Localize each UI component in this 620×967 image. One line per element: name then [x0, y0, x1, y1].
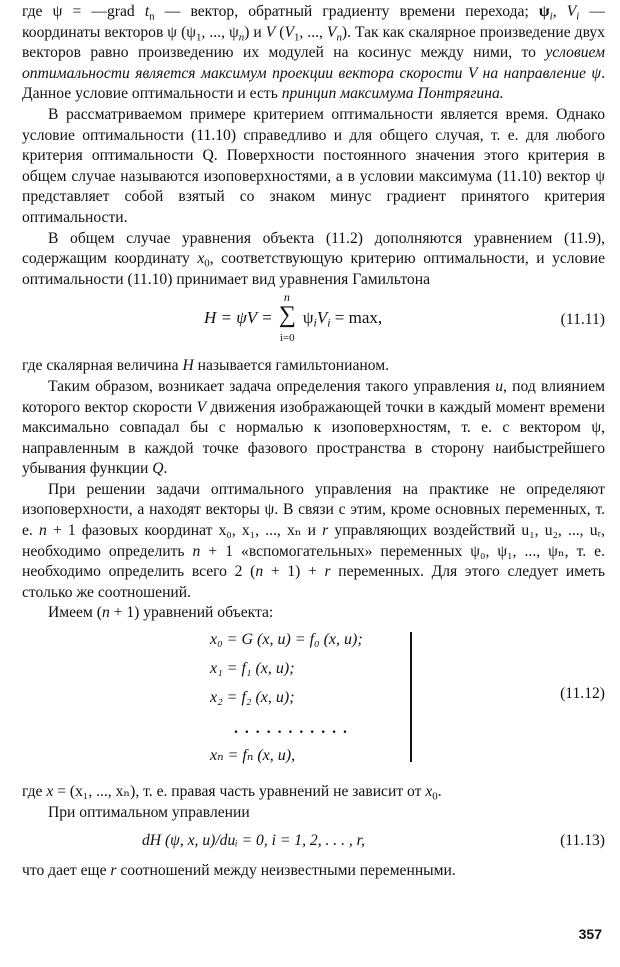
- equation-row: x₀ = G (x, u) = f₀ (x, u);: [210, 631, 363, 649]
- text-span: , ..., ψ: [201, 23, 239, 41]
- text-span: (: [275, 23, 285, 41]
- text-span: 0: [432, 790, 438, 803]
- emphasis-text: максимум проекции вектора скорости V на направление ψ: [201, 64, 602, 82]
- paragraph-1: [22, 2, 605, 105]
- equation-body: [204, 290, 383, 345]
- equation-row: xₙ = fₙ (x, u),: [210, 747, 296, 765]
- summation-sign: [277, 290, 303, 345]
- paragraph-8: [22, 782, 605, 803]
- text-span: условие оптимальности и есть: [75, 85, 282, 103]
- text-span: .: [437, 783, 442, 801]
- text-span: + 1) +: [263, 563, 325, 581]
- text-span: — вектор, обратный градиенту времени перехода;: [154, 3, 529, 20]
- equation-body: dH (ψ, x, u)/duᵢ = 0, i = 1, 2, . . . , r,: [142, 832, 365, 850]
- text-span: 1: [293, 30, 300, 43]
- right-brace: [402, 632, 412, 762]
- text-span: ). Так: [341, 23, 379, 41]
- sigma-icon: ∑: [278, 302, 296, 329]
- text-span: r: [322, 522, 329, 540]
- text-span: i: [576, 10, 580, 23]
- text-span: ψ: [538, 3, 550, 20]
- text-span: , соответствующую критерию оптимальности, и условие оптимальности (11.10) принимает вид уравнения Гамильтона: [22, 250, 605, 288]
- text-span: i: [313, 315, 317, 330]
- text-span: r: [110, 862, 117, 880]
- equation-number: (11.12): [560, 685, 605, 703]
- text-span: i: [327, 315, 331, 330]
- text-span: движения изображающей точки в каждый момент времени максимально совпадал бы с нормалью к изоповерхностям, т. е. с вектором ψ, направленным в каждой точке фазового пространства в сторону наибыстрейшего убывания функции: [22, 398, 605, 478]
- text-span: ) и: [244, 23, 266, 41]
- text-span: ,: [552, 3, 567, 20]
- text-span: V: [196, 398, 207, 416]
- text-span: Имеем (: [48, 604, 102, 622]
- paragraph-9: При оптимальном управлении: [48, 803, 250, 821]
- sum-upper-limit: n: [283, 290, 290, 305]
- paragraph-6: [22, 480, 605, 604]
- equation-11-11: [22, 290, 605, 350]
- emphasis-text: принцип максимума Понтрягина.: [281, 85, 504, 103]
- text-span: V: [284, 23, 294, 41]
- text-span: где: [22, 783, 47, 801]
- equation-lhs: H = ψV =: [204, 308, 277, 328]
- page-text: [22, 2, 605, 882]
- emphasis-text: условием оптимальности является: [22, 44, 605, 82]
- text-span: x: [197, 250, 205, 268]
- text-span: n: [101, 604, 110, 622]
- text-span: n: [255, 563, 264, 581]
- equation-ellipsis: ...........: [234, 720, 354, 738]
- text-span: i: [549, 10, 553, 23]
- text-span: Таким образом, возникает задача определения такого управления: [48, 377, 496, 395]
- paragraph-10: [22, 861, 605, 882]
- text-span: = (x₁, ..., xₙ), т. е. правая часть уравнений не зависит от: [53, 783, 426, 801]
- text-span: Q: [152, 460, 164, 478]
- paragraph-5: [22, 377, 605, 480]
- text-span: , ...,: [299, 23, 327, 41]
- text-span: V: [265, 23, 276, 41]
- paragraph-7: [22, 603, 605, 624]
- equation-rhs: = max,: [330, 308, 383, 328]
- text-span: В общем случае уравнения объекта (11.2) дополняются уравнением (11.9), содержащим координату: [22, 229, 605, 268]
- paragraph-3: [22, 229, 605, 291]
- page-number: 357: [578, 926, 602, 942]
- text-span: V: [566, 3, 577, 20]
- text-span: . Данное: [22, 64, 606, 103]
- text-span: .: [163, 460, 168, 478]
- equation-row: x₁ = f₁ (x, u);: [210, 660, 295, 678]
- equation-11-13: [22, 829, 605, 855]
- text-span: 1: [196, 30, 202, 43]
- text-span: t: [144, 3, 150, 20]
- text-span: x: [425, 783, 433, 801]
- text-span: соотношений между неизвестными переменными.: [116, 862, 456, 880]
- equation-number: (11.13): [560, 832, 605, 850]
- text-span: x: [46, 783, 54, 801]
- text-span: как скалярное произведение двух векторов равно произведению их: [22, 23, 605, 62]
- text-span: H: [182, 357, 194, 375]
- text-span: n: [38, 522, 47, 540]
- text-span: + 1 фазовых координат x₀, x₁, ..., xₙ и: [46, 522, 323, 540]
- text-span: + 1) уравнений объекта:: [109, 604, 274, 622]
- text-span: ψ: [302, 308, 314, 328]
- text-span: V: [316, 308, 328, 328]
- text-span: n: [149, 10, 155, 23]
- text-span: называется гамильтонианом.: [193, 357, 389, 375]
- text-span: 0: [204, 257, 210, 270]
- text-span: V: [326, 23, 337, 41]
- text-span: При решении задачи оптимального управления на практике не определяют изоповерхности, а находят векторы ψ. В связи с этим, кроме основных переменных, т. е.: [22, 480, 605, 540]
- text-span: n: [238, 30, 245, 43]
- equation-number: (11.11): [560, 311, 605, 329]
- text-span: n: [336, 30, 342, 43]
- text-span: u: [495, 377, 504, 395]
- paragraph-2: В рассматриваемом примере критерием оптимальности является время. Однако условие оптимальности (11.10) справедливо и для общего случая, т. е. для любого критерия оптимальности Q. Поверхности постоянного значения этого критерия в общем случае называются изоповерхностями, а в условии максимума (11.10) вектор ψ представляет собой взятый со знаком минус градиент принятого критерия оптимальности.: [22, 105, 605, 226]
- text-span: модулей на косинус между ними, то: [268, 44, 546, 62]
- paragraph-4: [22, 356, 605, 377]
- text-span: что дает еще: [22, 862, 111, 880]
- text-span: r: [324, 563, 331, 581]
- equation-row: x₂ = f₂ (x, u);: [210, 689, 295, 707]
- text-span: n: [192, 542, 201, 560]
- text-span: управляющих воздействий u₁, u₂, ..., uᵣ, необходимо определить: [22, 522, 606, 560]
- text-span: где скалярная величина: [22, 357, 183, 375]
- text-span: , под влиянием которого вектор скорости: [22, 377, 605, 416]
- text-span: где ψ = —grad: [22, 3, 145, 20]
- text-span: + 1 «вспомогательных» переменных ψ₀, ψ₁, ..., ψₙ, т. е. необходимо определить всего 2 (: [22, 542, 605, 581]
- text-span: — координаты векторов ψ (ψ: [22, 3, 605, 41]
- sum-lower-limit: i=0: [279, 332, 295, 345]
- text-span: переменных. Для этого следует иметь столько же соотношений.: [22, 563, 605, 601]
- equation-11-12: [22, 628, 605, 778]
